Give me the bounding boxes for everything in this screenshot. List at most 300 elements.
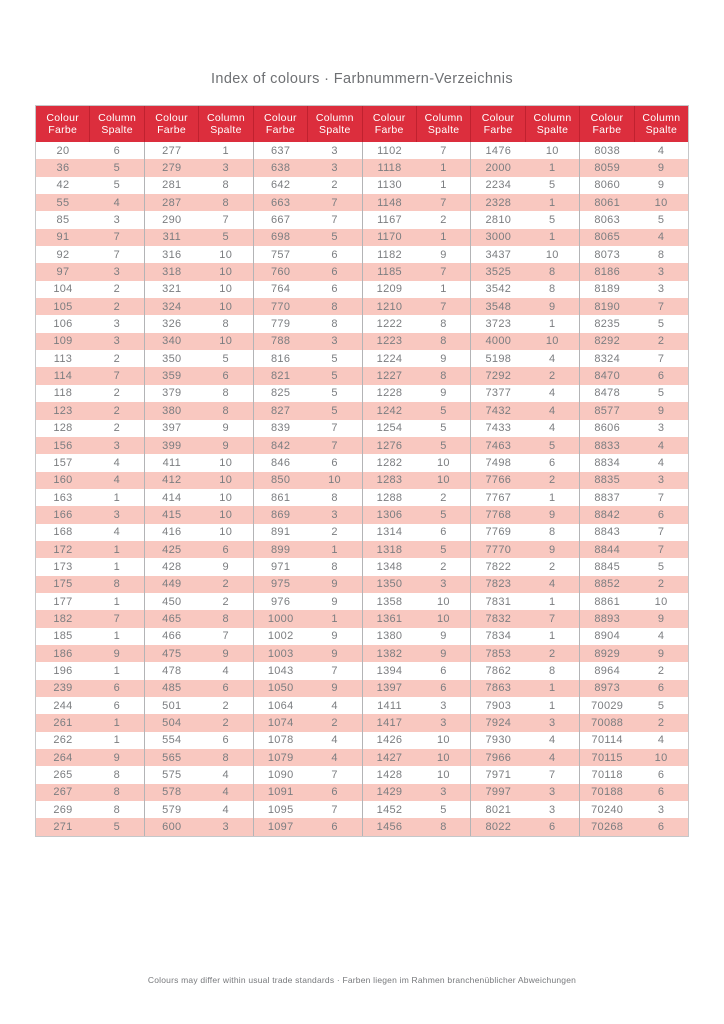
colour-number-cell: 104 — [53, 283, 73, 296]
colour-number-cell: 7832 — [470, 610, 525, 627]
column-number-cell: 3 — [331, 162, 338, 175]
column-number-cell: 8 — [549, 283, 556, 296]
column-number-cell: 4 — [657, 439, 665, 452]
colour-number-cell: 262 — [53, 734, 73, 747]
colour-number-cell: 42 — [56, 179, 70, 192]
colour-number-cell: 324 — [144, 298, 199, 315]
column-number-cell: 3 — [657, 283, 665, 296]
colour-number-cell: 1476 — [470, 142, 525, 159]
column-number-cell: 3 — [222, 162, 229, 175]
colour-number-cell: 264 — [53, 751, 73, 764]
colour-number-cell: 157 — [53, 456, 73, 469]
column-number-cell: 8 — [331, 560, 338, 573]
column-number-cell: 4 — [113, 526, 121, 539]
header-label-de: Farbe — [592, 124, 622, 136]
column-number-cell: 5 — [440, 543, 447, 556]
column-number-cell: 1 — [549, 630, 556, 643]
column-number-cell: 5 — [657, 560, 665, 573]
column-number-cell: 4 — [113, 474, 121, 487]
column-number-cell: 4 — [549, 751, 556, 764]
column-number-cell: 8 — [222, 404, 229, 417]
column-number-cell: 10 — [436, 595, 450, 608]
colour-number-cell: 7863 — [470, 680, 525, 697]
column-number-cell: 4 — [657, 231, 665, 244]
colour-number-cell: 412 — [144, 472, 199, 489]
column-number-cell: 8 — [549, 664, 556, 677]
table-row — [36, 437, 688, 454]
colour-number-cell: 764 — [253, 281, 308, 298]
colour-number-cell: 92 — [56, 248, 70, 261]
column-number-cell: 8 — [222, 318, 229, 331]
column-number-cell: 7 — [657, 526, 665, 539]
column-number-cell: 5 — [331, 231, 338, 244]
table-row — [36, 385, 688, 402]
column-number-cell: 2 — [549, 647, 556, 660]
colour-number-cell: 7432 — [470, 402, 525, 419]
colour-number-cell: 359 — [144, 367, 199, 384]
header-cell-column — [307, 106, 361, 142]
header-cell-column — [416, 106, 470, 142]
column-number-cell: 3 — [113, 508, 121, 521]
column-number-cell: 9 — [331, 630, 338, 643]
colour-number-cell: 5198 — [470, 350, 525, 367]
column-number-cell: 4 — [549, 578, 556, 591]
column-number-cell: 1 — [331, 543, 338, 556]
colour-number-cell: 8038 — [579, 142, 634, 159]
column-number-cell: 2 — [331, 717, 338, 730]
column-number-cell: 2 — [440, 560, 447, 573]
colour-number-cell: 8059 — [579, 159, 634, 176]
table-row — [36, 714, 688, 731]
table-row — [36, 177, 688, 194]
colour-number-cell: 279 — [144, 159, 199, 176]
colour-number-cell: 1314 — [362, 524, 417, 541]
colour-number-cell: 8470 — [579, 367, 634, 384]
column-number-cell: 6 — [222, 734, 229, 747]
colour-number-cell: 7433 — [470, 420, 525, 437]
column-number-cell: 1 — [440, 162, 447, 175]
colour-number-cell: 7834 — [470, 628, 525, 645]
colour-number-cell: 1456 — [362, 818, 417, 835]
column-number-cell: 2 — [657, 578, 665, 591]
colour-number-cell: 8073 — [579, 246, 634, 263]
header-label-en: Column — [315, 111, 354, 124]
column-number-cell: 5 — [549, 214, 556, 227]
colour-number-cell: 36 — [56, 162, 70, 175]
colour-number-cell: 3548 — [470, 298, 525, 315]
colour-number-cell: 1429 — [362, 784, 417, 801]
column-number-cell: 6 — [331, 456, 338, 469]
colour-number-cell: 1428 — [362, 766, 417, 783]
colour-number-cell: 7853 — [470, 645, 525, 662]
colour-number-cell: 7903 — [470, 697, 525, 714]
column-number-cell: 9 — [657, 162, 665, 175]
colour-number-cell: 91 — [56, 231, 70, 244]
colour-number-cell: 2000 — [470, 159, 525, 176]
column-number-cell: 3 — [440, 699, 447, 712]
column-number-cell: 5 — [657, 214, 665, 227]
column-number-cell: 10 — [328, 474, 341, 487]
colour-number-cell: 265 — [53, 769, 73, 782]
colour-number-cell: 2810 — [470, 211, 525, 228]
header-label-de: Farbe — [483, 124, 513, 136]
colour-number-cell: 1382 — [362, 645, 417, 662]
colour-number-cell: 7768 — [470, 506, 525, 523]
colour-number-cell: 70115 — [579, 749, 634, 766]
column-number-cell: 7 — [440, 196, 447, 209]
column-number-cell: 6 — [331, 786, 338, 799]
colour-number-cell: 1182 — [362, 246, 417, 263]
colour-number-cell: 321 — [144, 281, 199, 298]
header-cell-column — [198, 106, 252, 142]
column-number-cell: 1 — [113, 734, 121, 747]
table-row — [36, 524, 688, 541]
colour-number-cell: 2328 — [470, 194, 525, 211]
column-number-cell: 2 — [113, 283, 121, 296]
colour-number-cell: 290 — [144, 211, 199, 228]
colour-number-cell: 1282 — [362, 454, 417, 471]
column-number-cell: 5 — [657, 318, 665, 331]
colour-number-cell: 1095 — [253, 801, 308, 818]
column-number-cell: 6 — [440, 526, 447, 539]
column-number-cell: 5 — [440, 439, 447, 452]
table-row — [36, 211, 688, 228]
table-row — [36, 229, 688, 246]
table-row — [36, 645, 688, 662]
table-row — [36, 593, 688, 610]
colour-number-cell: 287 — [144, 194, 199, 211]
colour-number-cell: 637 — [253, 142, 308, 159]
colour-number-cell: 118 — [53, 387, 73, 400]
colour-number-cell: 177 — [53, 595, 73, 608]
column-number-cell: 5 — [331, 404, 338, 417]
column-number-cell: 1 — [549, 318, 556, 331]
colour-number-cell: 1130 — [362, 177, 417, 194]
colour-number-cell: 70114 — [579, 732, 634, 749]
table-row — [36, 506, 688, 523]
column-number-cell: 8 — [113, 803, 121, 816]
header-label-en: Column — [424, 111, 463, 124]
table-row — [36, 680, 688, 697]
colour-number-cell: 7769 — [470, 524, 525, 541]
column-number-cell: 2 — [549, 474, 556, 487]
column-number-cell: 8 — [222, 387, 229, 400]
column-number-cell: 1 — [440, 179, 447, 192]
header-label-en: Colour — [264, 111, 297, 124]
colour-number-cell: 8189 — [579, 281, 634, 298]
colour-number-cell: 70088 — [579, 714, 634, 731]
colour-number-cell: 163 — [53, 491, 73, 504]
colour-number-cell: 271 — [53, 821, 73, 834]
column-number-cell: 8 — [549, 526, 556, 539]
header-label-en: Colour — [372, 111, 406, 124]
column-number-cell: 4 — [657, 144, 665, 157]
colour-number-cell: 1452 — [362, 801, 417, 818]
colour-number-cell: 7822 — [470, 558, 525, 575]
column-number-cell: 1 — [549, 682, 556, 695]
header-label-de: Spalte — [645, 124, 678, 136]
colour-number-cell: 1079 — [253, 749, 308, 766]
header-cell-column — [634, 106, 688, 142]
column-number-cell: 6 — [440, 664, 447, 677]
column-number-cell: 5 — [113, 162, 121, 175]
column-number-cell: 5 — [222, 352, 229, 365]
colour-number-cell: 326 — [144, 315, 199, 332]
column-number-cell: 9 — [549, 508, 556, 521]
column-number-cell: 4 — [657, 456, 665, 469]
header-label-en: Column — [98, 111, 137, 124]
column-number-cell: 2 — [113, 404, 121, 417]
column-number-cell: 9 — [331, 647, 338, 660]
column-number-cell: 6 — [331, 266, 338, 279]
colour-number-cell: 311 — [144, 229, 199, 246]
colour-number-cell: 7831 — [470, 593, 525, 610]
colour-number-cell: 411 — [144, 454, 199, 471]
colour-number-cell: 850 — [253, 472, 308, 489]
header-label-en: Column — [533, 111, 572, 124]
colour-number-cell: 316 — [144, 246, 199, 263]
colour-number-cell: 449 — [144, 576, 199, 593]
colour-number-cell: 642 — [253, 177, 308, 194]
table-row — [36, 402, 688, 419]
column-number-cell: 10 — [219, 300, 233, 313]
table-row — [36, 420, 688, 437]
colour-number-cell: 827 — [253, 402, 308, 419]
column-number-cell: 7 — [440, 266, 447, 279]
colour-number-cell: 1276 — [362, 437, 417, 454]
column-number-cell: 8 — [222, 196, 229, 209]
header-cell-colour — [253, 106, 307, 142]
colour-number-cell: 816 — [253, 350, 308, 367]
colour-number-cell: 8929 — [579, 645, 634, 662]
column-number-cell: 7 — [657, 491, 665, 504]
header-label-de: Spalte — [210, 124, 242, 136]
column-number-cell: 5 — [113, 821, 121, 834]
column-number-cell: 7 — [113, 248, 121, 261]
column-number-cell: 7 — [549, 612, 556, 625]
colour-number-cell: 8893 — [579, 610, 634, 627]
column-number-cell: 3 — [657, 474, 665, 487]
column-number-cell: 7 — [331, 439, 338, 452]
colour-number-cell: 1043 — [253, 662, 308, 679]
column-number-cell: 9 — [440, 387, 447, 400]
column-number-cell: 9 — [331, 682, 338, 695]
column-number-cell: 10 — [219, 248, 233, 261]
table-row — [36, 246, 688, 263]
column-number-cell: 9 — [440, 248, 447, 261]
column-number-cell: 1 — [549, 491, 556, 504]
colour-number-cell: 7971 — [470, 766, 525, 783]
colour-number-cell: 55 — [56, 196, 70, 209]
column-number-cell: 8 — [440, 335, 447, 348]
colour-number-cell: 350 — [144, 350, 199, 367]
column-number-cell: 3 — [440, 786, 447, 799]
colour-number-cell: 663 — [253, 194, 308, 211]
colour-number-cell: 1003 — [253, 645, 308, 662]
colour-number-cell: 8835 — [579, 472, 634, 489]
colour-number-cell: 414 — [144, 489, 199, 506]
column-number-cell: 1 — [113, 491, 121, 504]
column-number-cell: 2 — [222, 595, 229, 608]
colour-number-cell: 8845 — [579, 558, 634, 575]
colour-number-cell: 779 — [253, 315, 308, 332]
column-number-cell: 4 — [549, 404, 556, 417]
colour-number-cell: 269 — [53, 803, 73, 816]
colour-number-cell: 8186 — [579, 263, 634, 280]
colour-number-cell: 1394 — [362, 662, 417, 679]
column-number-cell: 3 — [440, 578, 447, 591]
table-row — [36, 315, 688, 332]
colour-number-cell: 8022 — [470, 818, 525, 835]
column-number-cell: 2 — [222, 699, 229, 712]
column-number-cell: 1 — [549, 196, 556, 209]
column-number-cell: 7 — [657, 543, 665, 556]
column-number-cell: 10 — [545, 144, 559, 157]
column-number-cell: 3 — [222, 821, 229, 834]
column-number-cell: 4 — [549, 352, 556, 365]
column-number-cell: 4 — [222, 786, 229, 799]
header-label-de: Farbe — [157, 124, 187, 136]
column-number-cell: 5 — [331, 370, 338, 383]
column-number-cell: 7 — [331, 422, 338, 435]
column-number-cell: 8 — [113, 786, 121, 799]
column-number-cell: 1 — [331, 612, 338, 625]
colour-number-cell: 8837 — [579, 489, 634, 506]
colour-number-cell: 3437 — [470, 246, 525, 263]
colour-number-cell: 1064 — [253, 697, 308, 714]
column-number-cell: 7 — [549, 769, 556, 782]
column-number-cell: 2 — [113, 352, 121, 365]
column-number-cell: 7 — [331, 769, 338, 782]
colour-number-cell: 8065 — [579, 229, 634, 246]
column-number-cell: 3 — [549, 786, 556, 799]
colour-number-cell: 1348 — [362, 558, 417, 575]
colour-number-cell: 175 — [53, 578, 73, 591]
colour-number-cell: 1209 — [362, 281, 417, 298]
column-number-cell: 7 — [440, 300, 447, 313]
column-number-cell: 5 — [549, 439, 556, 452]
colour-number-cell: 70240 — [579, 801, 634, 818]
table-row — [36, 576, 688, 593]
colour-number-cell: 1426 — [362, 732, 417, 749]
table-row — [36, 541, 688, 558]
colour-number-cell: 1361 — [362, 610, 417, 627]
table-row — [36, 281, 688, 298]
colour-number-cell: 1118 — [362, 159, 417, 176]
table-row — [36, 766, 688, 783]
column-number-cell: 4 — [222, 664, 229, 677]
colour-number-cell: 8842 — [579, 506, 634, 523]
column-number-cell: 1 — [113, 560, 121, 573]
colour-number-cell: 318 — [144, 263, 199, 280]
column-number-cell: 6 — [222, 543, 229, 556]
colour-number-cell: 788 — [253, 333, 308, 350]
column-number-cell: 6 — [113, 699, 121, 712]
column-number-cell: 7 — [331, 214, 338, 227]
column-number-cell: 10 — [219, 335, 233, 348]
colour-number-cell: 861 — [253, 489, 308, 506]
column-number-cell: 9 — [331, 595, 338, 608]
column-number-cell: 10 — [654, 751, 668, 764]
header-label-en: Colour — [46, 111, 80, 124]
colour-number-cell: 1170 — [362, 229, 417, 246]
colour-number-cell: 397 — [144, 420, 199, 437]
column-number-cell: 2 — [440, 214, 447, 227]
colour-number-cell: 1227 — [362, 367, 417, 384]
column-number-cell: 5 — [331, 387, 338, 400]
colour-number-cell: 4000 — [470, 333, 525, 350]
column-number-cell: 10 — [436, 769, 450, 782]
column-number-cell: 6 — [549, 821, 556, 834]
column-number-cell: 9 — [222, 560, 229, 573]
colour-number-cell: 70029 — [579, 697, 634, 714]
colour-number-cell: 8844 — [579, 541, 634, 558]
colour-number-cell: 160 — [53, 474, 73, 487]
colour-number-cell: 975 — [253, 576, 308, 593]
column-number-cell: 3 — [331, 508, 338, 521]
header-cell-colour — [36, 106, 89, 142]
colour-number-cell: 244 — [53, 699, 73, 712]
column-number-cell: 1 — [113, 630, 121, 643]
column-number-cell: 9 — [113, 647, 121, 660]
column-number-cell: 8 — [549, 266, 556, 279]
colour-number-cell: 8904 — [579, 628, 634, 645]
footer-note: Colours may differ within usual trade standards · Farben liegen im Rahmen branchenüblicher Abweichungen — [147, 975, 577, 985]
column-number-cell: 3 — [113, 318, 121, 331]
table-row — [36, 801, 688, 818]
table-row — [36, 749, 688, 766]
column-number-cell: 3 — [331, 144, 338, 157]
column-number-cell: 9 — [440, 630, 447, 643]
column-number-cell: 9 — [549, 300, 556, 313]
column-number-cell: 9 — [440, 647, 447, 660]
colour-number-cell: 575 — [144, 766, 199, 783]
header-label-de: Spalte — [101, 124, 133, 136]
colour-number-cell: 8606 — [579, 420, 634, 437]
colour-number-cell: 8973 — [579, 680, 634, 697]
header-label-de: Spalte — [536, 124, 569, 136]
column-number-cell: 7 — [222, 214, 229, 227]
column-number-cell: 8 — [440, 370, 447, 383]
column-number-cell: 1 — [549, 699, 556, 712]
column-number-cell: 4 — [113, 456, 121, 469]
table-row — [36, 472, 688, 489]
column-number-cell: 6 — [113, 144, 121, 157]
column-number-cell: 2 — [657, 335, 665, 348]
colour-number-cell: 416 — [144, 524, 199, 541]
colour-number-cell: 579 — [144, 801, 199, 818]
colour-number-cell: 1102 — [362, 142, 417, 159]
colour-number-cell: 7498 — [470, 454, 525, 471]
column-number-cell: 8 — [113, 578, 121, 591]
column-number-cell: 2 — [113, 422, 121, 435]
column-number-cell: 2 — [657, 664, 665, 677]
colour-number-cell: 182 — [53, 612, 73, 625]
column-number-cell: 3 — [549, 717, 556, 730]
colour-number-cell: 839 — [253, 420, 308, 437]
header-label-de: Spalte — [319, 124, 351, 136]
column-number-cell: 9 — [549, 543, 556, 556]
column-number-cell: 2 — [113, 387, 121, 400]
colour-number-cell: 97 — [56, 266, 70, 279]
colour-number-cell: 105 — [53, 300, 73, 313]
colour-number-cell: 7930 — [470, 732, 525, 749]
colour-number-cell: 185 — [53, 630, 73, 643]
column-number-cell: 2 — [549, 560, 556, 573]
column-number-cell: 10 — [436, 734, 450, 747]
colour-number-cell: 128 — [53, 422, 73, 435]
column-number-cell: 8 — [331, 318, 338, 331]
